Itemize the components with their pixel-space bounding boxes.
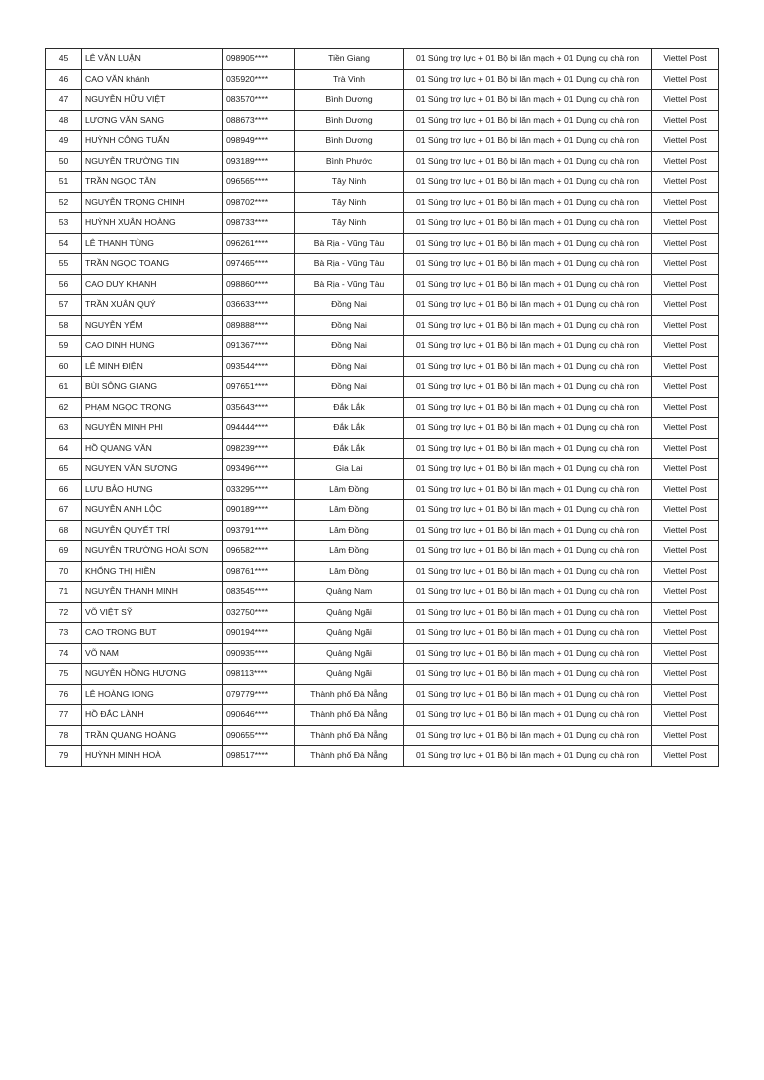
- prize-description-cell: 01 Súng trợ lực + 01 Bộ bi lăn mạch + 01 Dụng cụ chà ron: [404, 684, 652, 705]
- document-page: [45, 48, 718, 767]
- table-row: [46, 69, 719, 90]
- province-cell: Tây Ninh: [295, 192, 404, 213]
- shipping-carrier-cell: Viettel Post: [652, 664, 719, 685]
- province-cell: Thành phố Đà Nẵng: [295, 725, 404, 746]
- shipping-carrier-cell: Viettel Post: [652, 602, 719, 623]
- table-row: [46, 479, 719, 500]
- shipping-carrier-cell: Viettel Post: [652, 336, 719, 357]
- winner-name-cell: LÊ MINH ĐIỆN: [82, 356, 223, 377]
- row-number-cell: 65: [46, 459, 82, 480]
- winner-name-cell: LÊ HOÀNG IONG: [82, 684, 223, 705]
- table-row: [46, 500, 719, 521]
- phone-number-cell: 098905****: [223, 49, 295, 70]
- row-number-cell: 46: [46, 69, 82, 90]
- winner-name-cell: BÙI SÔNG GIANG: [82, 377, 223, 398]
- shipping-carrier-cell: Viettel Post: [652, 520, 719, 541]
- phone-number-cell: 098702****: [223, 192, 295, 213]
- phone-number-cell: 098949****: [223, 131, 295, 152]
- province-cell: Thành phố Đà Nẵng: [295, 705, 404, 726]
- winner-name-cell: LÊ THANH TÙNG: [82, 233, 223, 254]
- row-number-cell: 64: [46, 438, 82, 459]
- phone-number-cell: 098113****: [223, 664, 295, 685]
- province-cell: Đồng Nai: [295, 336, 404, 357]
- prize-description-cell: 01 Súng trợ lực + 01 Bộ bi lăn mạch + 01 Dụng cụ chà ron: [404, 151, 652, 172]
- province-cell: Gia Lai: [295, 459, 404, 480]
- prize-description-cell: 01 Súng trợ lực + 01 Bộ bi lăn mạch + 01 Dụng cụ chà ron: [404, 274, 652, 295]
- province-cell: Bình Phước: [295, 151, 404, 172]
- shipping-carrier-cell: Viettel Post: [652, 131, 719, 152]
- table-row: [46, 110, 719, 131]
- phone-number-cell: 093544****: [223, 356, 295, 377]
- prize-description-cell: 01 Súng trợ lực + 01 Bộ bi lăn mạch + 01 Dụng cụ chà ron: [404, 192, 652, 213]
- winner-name-cell: TRẦN QUANG HOÀNG: [82, 725, 223, 746]
- shipping-carrier-cell: Viettel Post: [652, 110, 719, 131]
- prize-description-cell: 01 Súng trợ lực + 01 Bộ bi lăn mạch + 01 Dụng cụ chà ron: [404, 520, 652, 541]
- shipping-carrier-cell: Viettel Post: [652, 233, 719, 254]
- shipping-carrier-cell: Viettel Post: [652, 418, 719, 439]
- winner-name-cell: NGUYỄN HỮU VIỆT: [82, 90, 223, 111]
- winner-name-cell: HUỲNH MINH HOÀ: [82, 746, 223, 767]
- winner-name-cell: NGUYỄN YẾM: [82, 315, 223, 336]
- winner-name-cell: CAO VĂN khánh: [82, 69, 223, 90]
- prize-description-cell: 01 Súng trợ lực + 01 Bộ bi lăn mạch + 01 Dụng cụ chà ron: [404, 500, 652, 521]
- table-row: [46, 295, 719, 316]
- phone-number-cell: 096261****: [223, 233, 295, 254]
- shipping-carrier-cell: Viettel Post: [652, 192, 719, 213]
- table-row: [46, 233, 719, 254]
- winner-name-cell: VÕ NAM: [82, 643, 223, 664]
- prize-description-cell: 01 Súng trợ lực + 01 Bộ bi lăn mạch + 01 Dụng cụ chà ron: [404, 172, 652, 193]
- shipping-carrier-cell: Viettel Post: [652, 315, 719, 336]
- phone-number-cell: 090189****: [223, 500, 295, 521]
- phone-number-cell: 096565****: [223, 172, 295, 193]
- phone-number-cell: 096582****: [223, 541, 295, 562]
- province-cell: Bà Rịa - Vũng Tàu: [295, 274, 404, 295]
- phone-number-cell: 098239****: [223, 438, 295, 459]
- row-number-cell: 53: [46, 213, 82, 234]
- row-number-cell: 45: [46, 49, 82, 70]
- shipping-carrier-cell: Viettel Post: [652, 356, 719, 377]
- prize-description-cell: 01 Súng trợ lực + 01 Bộ bi lăn mạch + 01 Dụng cụ chà ron: [404, 315, 652, 336]
- province-cell: Thành phố Đà Nẵng: [295, 746, 404, 767]
- table-row: [46, 684, 719, 705]
- prize-description-cell: 01 Súng trợ lực + 01 Bộ bi lăn mạch + 01 Dụng cụ chà ron: [404, 295, 652, 316]
- phone-number-cell: 036633****: [223, 295, 295, 316]
- province-cell: Thành phố Đà Nẵng: [295, 684, 404, 705]
- table-row: [46, 315, 719, 336]
- row-number-cell: 70: [46, 561, 82, 582]
- phone-number-cell: 093791****: [223, 520, 295, 541]
- prize-description-cell: 01 Súng trợ lực + 01 Bộ bi lăn mạch + 01 Dụng cụ chà ron: [404, 69, 652, 90]
- table-row: [46, 561, 719, 582]
- winners-table-body: [46, 49, 719, 767]
- row-number-cell: 55: [46, 254, 82, 275]
- province-cell: Đắk Lắk: [295, 438, 404, 459]
- province-cell: Bình Dương: [295, 90, 404, 111]
- prize-description-cell: 01 Súng trợ lực + 01 Bộ bi lăn mạch + 01 Dụng cụ chà ron: [404, 90, 652, 111]
- row-number-cell: 57: [46, 295, 82, 316]
- phone-number-cell: 090655****: [223, 725, 295, 746]
- prize-description-cell: 01 Súng trợ lực + 01 Bộ bi lăn mạch + 01 Dụng cụ chà ron: [404, 418, 652, 439]
- prize-description-cell: 01 Súng trợ lực + 01 Bộ bi lăn mạch + 01 Dụng cụ chà ron: [404, 541, 652, 562]
- province-cell: Lâm Đồng: [295, 500, 404, 521]
- shipping-carrier-cell: Viettel Post: [652, 623, 719, 644]
- winner-name-cell: PHẠM NGỌC TRỌNG: [82, 397, 223, 418]
- province-cell: Lâm Đồng: [295, 541, 404, 562]
- prize-description-cell: 01 Súng trợ lực + 01 Bộ bi lăn mạch + 01 Dụng cụ chà ron: [404, 582, 652, 603]
- table-row: [46, 49, 719, 70]
- winner-name-cell: TRẦN XUÂN QUÝ: [82, 295, 223, 316]
- province-cell: Tây Ninh: [295, 213, 404, 234]
- table-row: [46, 602, 719, 623]
- table-row: [46, 643, 719, 664]
- prize-description-cell: 01 Súng trợ lực + 01 Bộ bi lăn mạch + 01 Dụng cụ chà ron: [404, 254, 652, 275]
- table-row: [46, 541, 719, 562]
- table-row: [46, 274, 719, 295]
- shipping-carrier-cell: Viettel Post: [652, 90, 719, 111]
- winner-name-cell: HỒ ĐẮC LÀNH: [82, 705, 223, 726]
- prize-description-cell: 01 Súng trợ lực + 01 Bộ bi lăn mạch + 01 Dụng cụ chà ron: [404, 377, 652, 398]
- province-cell: Quảng Ngãi: [295, 602, 404, 623]
- winner-name-cell: HUỲNH XUÂN HOÀNG: [82, 213, 223, 234]
- table-row: [46, 397, 719, 418]
- shipping-carrier-cell: Viettel Post: [652, 274, 719, 295]
- winners-table: [45, 48, 719, 767]
- prize-description-cell: 01 Súng trợ lực + 01 Bộ bi lăn mạch + 01 Dụng cụ chà ron: [404, 459, 652, 480]
- winner-name-cell: NGUYỄN TRƯỜNG TIN: [82, 151, 223, 172]
- winner-name-cell: NGUYỄN MINH PHI: [82, 418, 223, 439]
- row-number-cell: 49: [46, 131, 82, 152]
- row-number-cell: 62: [46, 397, 82, 418]
- row-number-cell: 54: [46, 233, 82, 254]
- table-row: [46, 151, 719, 172]
- winner-name-cell: CAO DUY KHANH: [82, 274, 223, 295]
- row-number-cell: 61: [46, 377, 82, 398]
- table-row: [46, 705, 719, 726]
- prize-description-cell: 01 Súng trợ lực + 01 Bộ bi lăn mạch + 01 Dụng cụ chà ron: [404, 705, 652, 726]
- winner-name-cell: HUỲNH CÔNG TUẤN: [82, 131, 223, 152]
- row-number-cell: 63: [46, 418, 82, 439]
- row-number-cell: 56: [46, 274, 82, 295]
- prize-description-cell: 01 Súng trợ lực + 01 Bộ bi lăn mạch + 01 Dụng cụ chà ron: [404, 438, 652, 459]
- prize-description-cell: 01 Súng trợ lực + 01 Bộ bi lăn mạch + 01 Dụng cụ chà ron: [404, 49, 652, 70]
- province-cell: Đắk Lắk: [295, 397, 404, 418]
- row-number-cell: 59: [46, 336, 82, 357]
- table-row: [46, 582, 719, 603]
- phone-number-cell: 088673****: [223, 110, 295, 131]
- phone-number-cell: 097465****: [223, 254, 295, 275]
- table-row: [46, 459, 719, 480]
- row-number-cell: 68: [46, 520, 82, 541]
- winner-name-cell: NGUYEN VĂN SƯƠNG: [82, 459, 223, 480]
- phone-number-cell: 090194****: [223, 623, 295, 644]
- shipping-carrier-cell: Viettel Post: [652, 684, 719, 705]
- prize-description-cell: 01 Súng trợ lực + 01 Bộ bi lăn mạch + 01 Dụng cụ chà ron: [404, 725, 652, 746]
- shipping-carrier-cell: Viettel Post: [652, 459, 719, 480]
- phone-number-cell: 093189****: [223, 151, 295, 172]
- row-number-cell: 79: [46, 746, 82, 767]
- shipping-carrier-cell: Viettel Post: [652, 746, 719, 767]
- winner-name-cell: TRẦN NGỌC TÂN: [82, 172, 223, 193]
- shipping-carrier-cell: Viettel Post: [652, 725, 719, 746]
- province-cell: Bà Rịa - Vũng Tàu: [295, 233, 404, 254]
- phone-number-cell: 098860****: [223, 274, 295, 295]
- province-cell: Lâm Đồng: [295, 479, 404, 500]
- province-cell: Đồng Nai: [295, 356, 404, 377]
- phone-number-cell: 079779****: [223, 684, 295, 705]
- table-row: [46, 623, 719, 644]
- winner-name-cell: NGUYỄN HỒNG HƯƠNG: [82, 664, 223, 685]
- phone-number-cell: 032750****: [223, 602, 295, 623]
- winner-name-cell: LÊ VĂN LUẬN: [82, 49, 223, 70]
- prize-description-cell: 01 Súng trợ lực + 01 Bộ bi lăn mạch + 01 Dụng cụ chà ron: [404, 643, 652, 664]
- shipping-carrier-cell: Viettel Post: [652, 705, 719, 726]
- shipping-carrier-cell: Viettel Post: [652, 172, 719, 193]
- winner-name-cell: NGUYỄN QUYẾT TRÍ: [82, 520, 223, 541]
- phone-number-cell: 033295****: [223, 479, 295, 500]
- shipping-carrier-cell: Viettel Post: [652, 254, 719, 275]
- province-cell: Bà Rịa - Vũng Tàu: [295, 254, 404, 275]
- row-number-cell: 52: [46, 192, 82, 213]
- province-cell: Quảng Ngãi: [295, 643, 404, 664]
- phone-number-cell: 035643****: [223, 397, 295, 418]
- shipping-carrier-cell: Viettel Post: [652, 377, 719, 398]
- shipping-carrier-cell: Viettel Post: [652, 397, 719, 418]
- prize-description-cell: 01 Súng trợ lực + 01 Bộ bi lăn mạch + 01 Dụng cụ chà ron: [404, 110, 652, 131]
- row-number-cell: 71: [46, 582, 82, 603]
- winner-name-cell: TRẦN NGỌC TOANG: [82, 254, 223, 275]
- table-row: [46, 725, 719, 746]
- winner-name-cell: CAO TRONG BUT: [82, 623, 223, 644]
- prize-description-cell: 01 Súng trợ lực + 01 Bộ bi lăn mạch + 01 Dụng cụ chà ron: [404, 623, 652, 644]
- row-number-cell: 75: [46, 664, 82, 685]
- shipping-carrier-cell: Viettel Post: [652, 69, 719, 90]
- province-cell: Quảng Ngãi: [295, 664, 404, 685]
- table-row: [46, 356, 719, 377]
- province-cell: Đồng Nai: [295, 315, 404, 336]
- province-cell: Tây Ninh: [295, 172, 404, 193]
- phone-number-cell: 091367****: [223, 336, 295, 357]
- province-cell: Bình Dương: [295, 110, 404, 131]
- shipping-carrier-cell: Viettel Post: [652, 295, 719, 316]
- row-number-cell: 74: [46, 643, 82, 664]
- shipping-carrier-cell: Viettel Post: [652, 479, 719, 500]
- table-row: [46, 90, 719, 111]
- winner-name-cell: NGUYỄN THANH MINH: [82, 582, 223, 603]
- prize-description-cell: 01 Súng trợ lực + 01 Bộ bi lăn mạch + 01 Dụng cụ chà ron: [404, 479, 652, 500]
- prize-description-cell: 01 Súng trợ lực + 01 Bộ bi lăn mạch + 01 Dụng cụ chà ron: [404, 746, 652, 767]
- province-cell: Quảng Ngãi: [295, 623, 404, 644]
- shipping-carrier-cell: Viettel Post: [652, 438, 719, 459]
- row-number-cell: 76: [46, 684, 82, 705]
- winner-name-cell: NGUYỄN ANH LỘC: [82, 500, 223, 521]
- winner-name-cell: VÕ VIỆT SỸ: [82, 602, 223, 623]
- winner-name-cell: LƯƠNG VĂN SANG: [82, 110, 223, 131]
- prize-description-cell: 01 Súng trợ lực + 01 Bộ bi lăn mạch + 01 Dụng cụ chà ron: [404, 602, 652, 623]
- phone-number-cell: 098761****: [223, 561, 295, 582]
- phone-number-cell: 094444****: [223, 418, 295, 439]
- phone-number-cell: 083570****: [223, 90, 295, 111]
- row-number-cell: 50: [46, 151, 82, 172]
- province-cell: Tiền Giang: [295, 49, 404, 70]
- table-row: [46, 192, 719, 213]
- prize-description-cell: 01 Súng trợ lực + 01 Bộ bi lăn mạch + 01 Dụng cụ chà ron: [404, 397, 652, 418]
- shipping-carrier-cell: Viettel Post: [652, 49, 719, 70]
- table-row: [46, 746, 719, 767]
- phone-number-cell: 035920****: [223, 69, 295, 90]
- phone-number-cell: 097651****: [223, 377, 295, 398]
- row-number-cell: 72: [46, 602, 82, 623]
- province-cell: Lâm Đồng: [295, 561, 404, 582]
- table-row: [46, 172, 719, 193]
- phone-number-cell: 090646****: [223, 705, 295, 726]
- shipping-carrier-cell: Viettel Post: [652, 151, 719, 172]
- prize-description-cell: 01 Súng trợ lực + 01 Bộ bi lăn mạch + 01 Dụng cụ chà ron: [404, 213, 652, 234]
- province-cell: Lâm Đồng: [295, 520, 404, 541]
- table-row: [46, 438, 719, 459]
- province-cell: Đồng Nai: [295, 377, 404, 398]
- shipping-carrier-cell: Viettel Post: [652, 582, 719, 603]
- row-number-cell: 67: [46, 500, 82, 521]
- table-row: [46, 418, 719, 439]
- row-number-cell: 73: [46, 623, 82, 644]
- winner-name-cell: NGUYỄN TRỌNG CHINH: [82, 192, 223, 213]
- prize-description-cell: 01 Súng trợ lực + 01 Bộ bi lăn mạch + 01 Dụng cụ chà ron: [404, 664, 652, 685]
- row-number-cell: 51: [46, 172, 82, 193]
- phone-number-cell: 098517****: [223, 746, 295, 767]
- row-number-cell: 69: [46, 541, 82, 562]
- winner-name-cell: HỒ QUANG VĂN: [82, 438, 223, 459]
- row-number-cell: 78: [46, 725, 82, 746]
- shipping-carrier-cell: Viettel Post: [652, 643, 719, 664]
- shipping-carrier-cell: Viettel Post: [652, 500, 719, 521]
- phone-number-cell: 098733****: [223, 213, 295, 234]
- prize-description-cell: 01 Súng trợ lực + 01 Bộ bi lăn mạch + 01 Dụng cụ chà ron: [404, 561, 652, 582]
- winner-name-cell: LƯU BẢO HƯNG: [82, 479, 223, 500]
- prize-description-cell: 01 Súng trợ lực + 01 Bộ bi lăn mạch + 01 Dụng cụ chà ron: [404, 336, 652, 357]
- row-number-cell: 60: [46, 356, 82, 377]
- shipping-carrier-cell: Viettel Post: [652, 561, 719, 582]
- table-row: [46, 131, 719, 152]
- row-number-cell: 48: [46, 110, 82, 131]
- province-cell: Đắk Lắk: [295, 418, 404, 439]
- shipping-carrier-cell: Viettel Post: [652, 541, 719, 562]
- winner-name-cell: NGUYỄN TRƯỜNG HOÀI SƠN: [82, 541, 223, 562]
- row-number-cell: 58: [46, 315, 82, 336]
- province-cell: Trà Vinh: [295, 69, 404, 90]
- winner-name-cell: KHỔNG THỊ HIỀN: [82, 561, 223, 582]
- phone-number-cell: 089888****: [223, 315, 295, 336]
- table-row: [46, 520, 719, 541]
- table-row: [46, 213, 719, 234]
- shipping-carrier-cell: Viettel Post: [652, 213, 719, 234]
- prize-description-cell: 01 Súng trợ lực + 01 Bộ bi lăn mạch + 01 Dụng cụ chà ron: [404, 131, 652, 152]
- table-row: [46, 254, 719, 275]
- phone-number-cell: 090935****: [223, 643, 295, 664]
- winner-name-cell: CAO DINH HUNG: [82, 336, 223, 357]
- phone-number-cell: 083545****: [223, 582, 295, 603]
- row-number-cell: 77: [46, 705, 82, 726]
- province-cell: Quảng Nam: [295, 582, 404, 603]
- table-row: [46, 336, 719, 357]
- prize-description-cell: 01 Súng trợ lực + 01 Bộ bi lăn mạch + 01 Dụng cụ chà ron: [404, 233, 652, 254]
- province-cell: Đồng Nai: [295, 295, 404, 316]
- table-row: [46, 377, 719, 398]
- phone-number-cell: 093496****: [223, 459, 295, 480]
- row-number-cell: 47: [46, 90, 82, 111]
- prize-description-cell: 01 Súng trợ lực + 01 Bộ bi lăn mạch + 01 Dụng cụ chà ron: [404, 356, 652, 377]
- row-number-cell: 66: [46, 479, 82, 500]
- table-row: [46, 664, 719, 685]
- province-cell: Bình Dương: [295, 131, 404, 152]
